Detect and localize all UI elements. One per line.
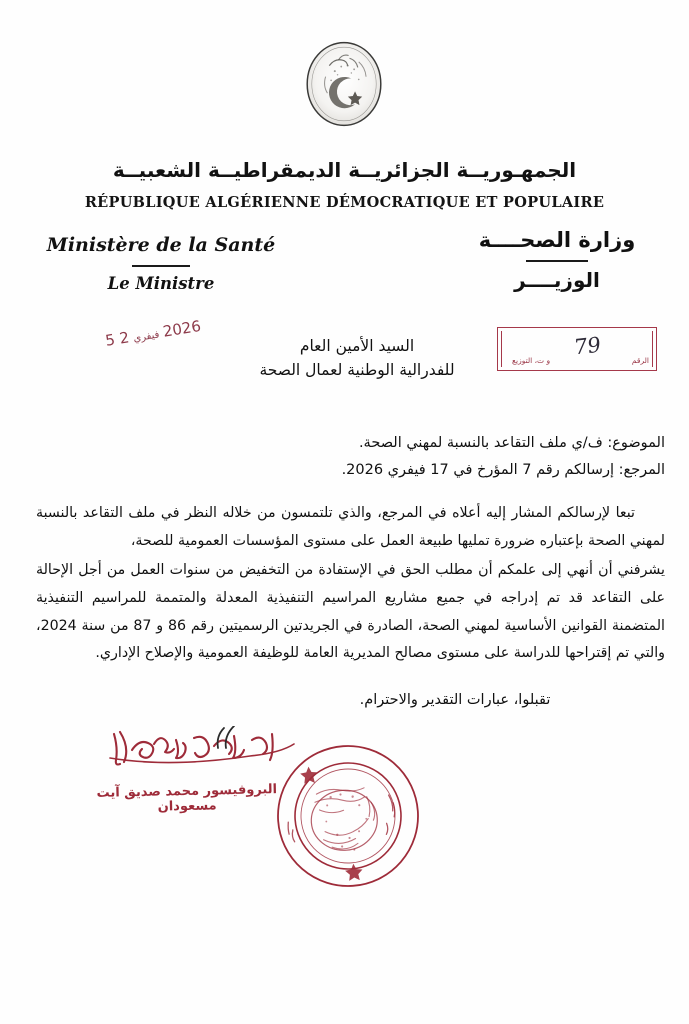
- ministry-block-french: [36, 234, 286, 293]
- registration-number-label: الرقم: [631, 356, 649, 365]
- algeria-national-emblem: [298, 38, 390, 130]
- addressee-block: [247, 334, 467, 382]
- addressee-line-1: السيد الأمين العام: [299, 337, 415, 355]
- date-stamp-day: 2 5: [104, 328, 131, 350]
- letter-body: [36, 500, 665, 670]
- registration-box: [497, 327, 657, 371]
- ministry-divider-arabic: [526, 260, 588, 262]
- signatory-name: البروفيسور محمد صديق آيت مسعودان: [96, 782, 278, 815]
- closing-salutation: تقبلوا، عبارات التقدير والاحترام.: [359, 692, 551, 708]
- registration-number-value: 79: [573, 332, 602, 360]
- subject-line: الموضوع: ف/ي ملف التقاعد بالنسبة لمهني الصحة.: [358, 435, 665, 451]
- ministry-name-arabic: وزارة الصحــــة: [478, 228, 636, 252]
- subject-reference-block: [265, 430, 665, 484]
- circular-official-stamp: [267, 737, 429, 895]
- minister-title-arabic: الوزيــــر: [514, 268, 600, 292]
- registration-distribution-label: و ت، التوزيع: [512, 356, 551, 365]
- reference-line: المرجع: إرسالكم رقم 7 المؤرخ في 17 فيفري 2026.: [341, 461, 665, 478]
- ministry-name-french: Ministère de la Santé: [46, 234, 276, 256]
- date-stamp-month: فيفري: [132, 329, 161, 345]
- body-paragraph-2: يشرفني أن أنهي إلى علمكم أن مطلب الحق في الإستفادة من التخفيض من سنوات العمل من أجل الإحالة على التقاعد قد تم إدراجه في جميع مشاريع المراسيم التنفيذية المعدلة والمتممة للمراسيم التنفيذية المتضمنة القوانين الأساسية لمهني الصحة، الصادرة في الجريدتين الرسميتين رقم 86 و 87 من سنة 2024، والتي تم إقتراحها للدراسة على مستوى مصالح المديرية العامة للوظيفة العمومية والإصلاح الإداري.: [36, 562, 665, 662]
- republic-title-french: RÉPUBLIQUE ALGÉRIENNE DÉMOCRATIQUE ET POPULAIRE: [84, 194, 605, 211]
- minister-title-french: Le Ministre: [107, 274, 215, 293]
- date-stamp-year: 2026: [161, 316, 203, 341]
- ministry-block-arabic: [447, 228, 667, 292]
- date-stamp: [104, 317, 202, 350]
- ministry-divider-french: [132, 265, 190, 267]
- body-paragraph-1: تبعا لإرسالكم المشار إليه أعلاه في المرجع، والذي تلتمسون من خلاله النظر في ملف التقاعد بالنسبة لمهني الصحة بإعتباره ضرورة تمليها طبيعة العمل على مستوى المؤسسات العمومية للصحة،: [36, 505, 665, 549]
- addressee-line-2: للفدرالية الوطنية لعمال الصحة: [259, 361, 455, 380]
- republic-title-arabic: الجمهـوريــة الجزائريــة الديمقراطيــة الشعبيــة: [112, 158, 577, 182]
